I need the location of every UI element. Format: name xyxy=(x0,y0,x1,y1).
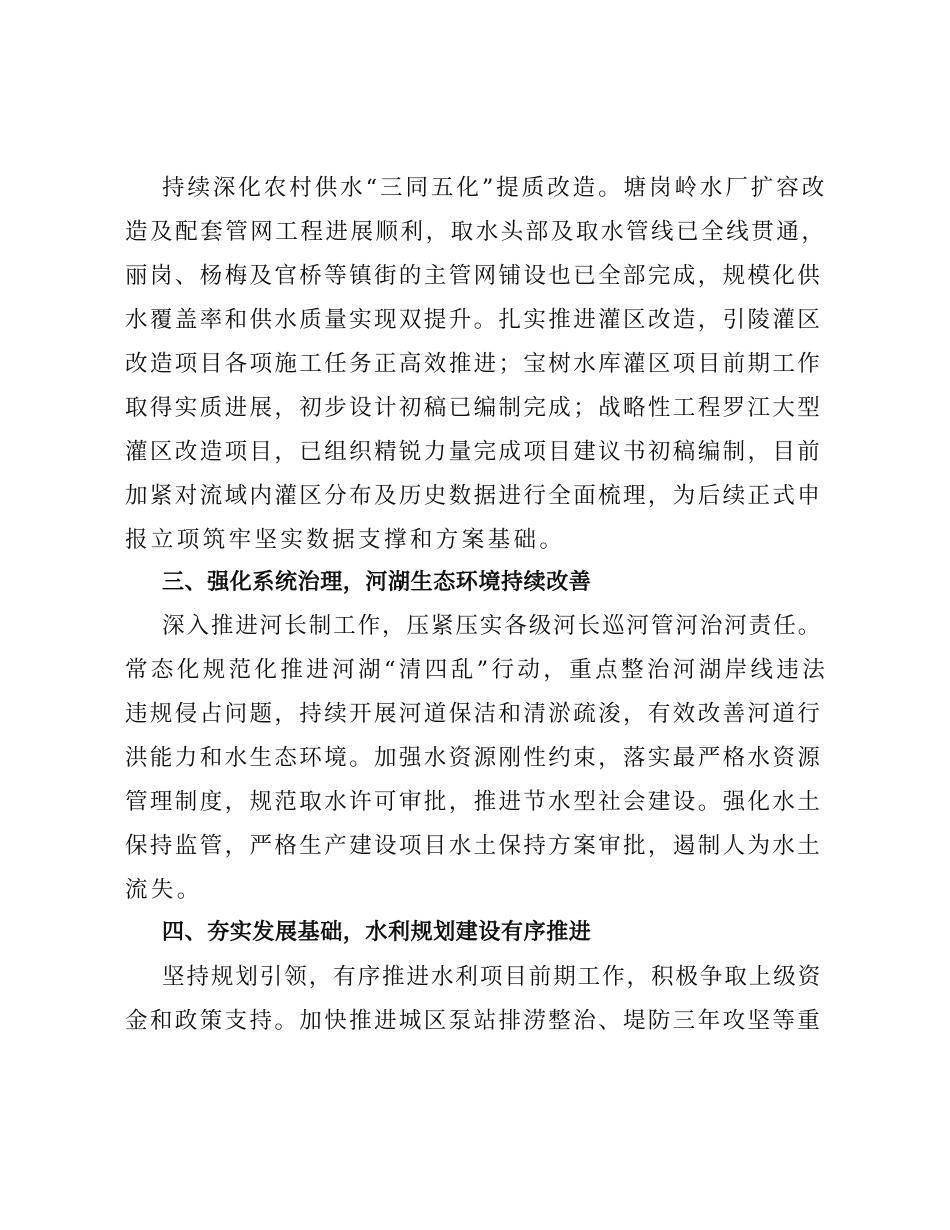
text-line: 改造项目各项施工任务正高效推进；宝树水库灌区项目前期工作 xyxy=(125,351,823,377)
text-line: 洪能力和水生态环境。加强水资源刚性约束，落实最严格水资源 xyxy=(125,745,823,771)
section-heading-3: 三、强化系统治理，河湖生态环境持续改善 xyxy=(162,570,592,595)
text-line: 保持监管，严格生产建设项目水土保持方案审批，遏制人为水土 xyxy=(125,833,823,859)
section-heading-4: 四、夯实发展基础，水利规划建设有序推进 xyxy=(162,920,592,945)
text-line: 常态化规范化推进河湖“清四乱”行动，重点整治河湖岸线违法 xyxy=(125,657,829,683)
text-line: 流失。 xyxy=(125,877,203,903)
text-line: 持续深化农村供水“三同五化”提质改造。塘岗岭水厂扩容改 xyxy=(162,175,828,201)
text-line: 取得实质进展，初步设计初稿已编制完成；战略性工程罗江大型 xyxy=(125,395,823,421)
text-line: 水覆盖率和供水质量实现双提升。扎实推进灌区改造，引陵灌区 xyxy=(125,307,823,333)
text-line: 加紧对流域内灌区分布及历史数据进行全面梳理，为后续正式申 xyxy=(125,483,823,509)
text-line: 报立项筑牢坚实数据支撑和方案基础。 xyxy=(125,527,566,553)
text-line: 造及配套管网工程进展顺利，取水头部及取水管线已全线贯通， xyxy=(125,219,827,245)
text-line: 违规侵占问题，持续开展河道保洁和清淤疏浚，有效改善河道行 xyxy=(125,701,823,727)
text-line: 丽岗、杨梅及官桥等镇街的主管网铺设也已全部完成，规模化供 xyxy=(125,263,823,289)
text-line: 金和政策支持。加快推进城区泵站排涝整治、堤防三年攻坚等重 xyxy=(125,1008,823,1034)
text-line: 管理制度，规范取水许可审批，推进节水型社会建设。强化水土 xyxy=(125,789,823,815)
text-line: 坚持规划引领，有序推进水利项目前期工作，积极争取上级资 xyxy=(162,964,823,990)
text-line: 深入推进河长制工作，压紧压实各级河长巡河管河治河责任。 xyxy=(162,613,823,639)
text-line: 灌区改造项目，已组织精锐力量完成项目建议书初稿编制，目前 xyxy=(125,439,823,465)
